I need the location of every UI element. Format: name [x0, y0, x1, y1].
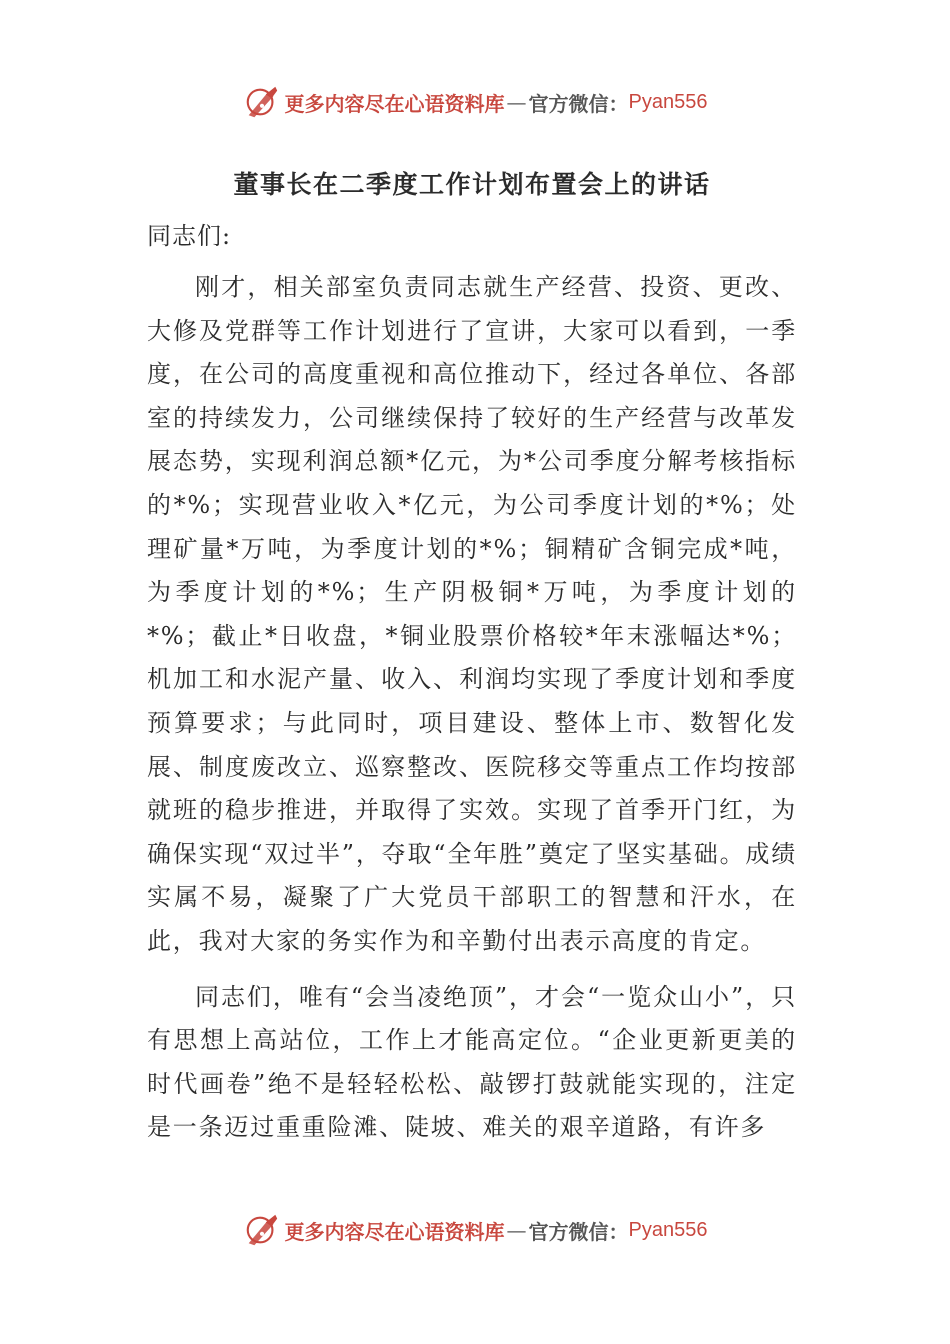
separator-dash: — — [506, 1218, 527, 1242]
paragraph-2: 同志们，唯有“会当凌绝顶”，才会“一览众山小”，只有思想上高站位，工作上才能高定位。“企业更新更美的时代画卷”绝不是轻轻松松、敲锣打鼓就能实现的，注定是一条迈过重重险滩、陡坡、难关的艰辛道路，有许多 — [147, 982, 797, 1142]
wechat-label: 官方微信： — [528, 91, 629, 116]
greeting: 同志们: — [147, 222, 232, 250]
wechat-id: Pyan556 — [628, 90, 708, 113]
footer-watermark-banner — [0, 1210, 950, 1250]
wechat-id: Pyan556 — [628, 1218, 708, 1241]
pen-nib-logo-icon — [243, 83, 281, 121]
document-title: 董事长在二季度工作计划布置会上的讲话 — [233, 170, 711, 199]
brand-text: 更多内容尽在心语资料库 — [284, 1219, 505, 1244]
brand-text: 更多内容尽在心语资料库 — [284, 91, 505, 116]
pen-nib-logo-icon — [243, 1211, 281, 1249]
paragraph-1: 刚才，相关部室负责同志就生产经营、投资、更改、大修及党群等工作计划进行了宣讲，大家可以看到，一季度，在公司的高度重视和高位推动下，经过各单位、各部室的持续发力，公司继续保持了较好的生产经营与改革发展态势，实现利润总额*亿元，为*公司季度分解考核指标的*%；实现营业收入*亿元，为公司季度计划的*%；处理矿量*万吨，为季度计划的*%；铜精矿含铜完成*吨，为季度计划的*%；生产阴极铜*万吨，为季度计划的*%；截止*日收盘，*铜业股票价格较*年末涨幅达*%；机加工和水泥产量、收入、利润均实现了季度计划和季度预算要求；与此同时，项目建设、整体上市、数智化发展、制度废改立、巡察整改、医院移交等重点工作均按部就班的稳步推进，并取得了实效。实现了首季开门红，为确保实现“双过半”，夺取“全年胜”奠定了坚实基础。成绩实属不易，凝聚了广大党员干部职工的智慧和汗水，在此，我对大家的务实作为和辛勤付出表示高度的肯定。 — [147, 273, 797, 955]
wechat-label: 官方微信： — [528, 1219, 629, 1244]
separator-dash: — — [506, 90, 527, 114]
document-body — [147, 160, 797, 1150]
header-watermark-banner — [0, 82, 950, 122]
